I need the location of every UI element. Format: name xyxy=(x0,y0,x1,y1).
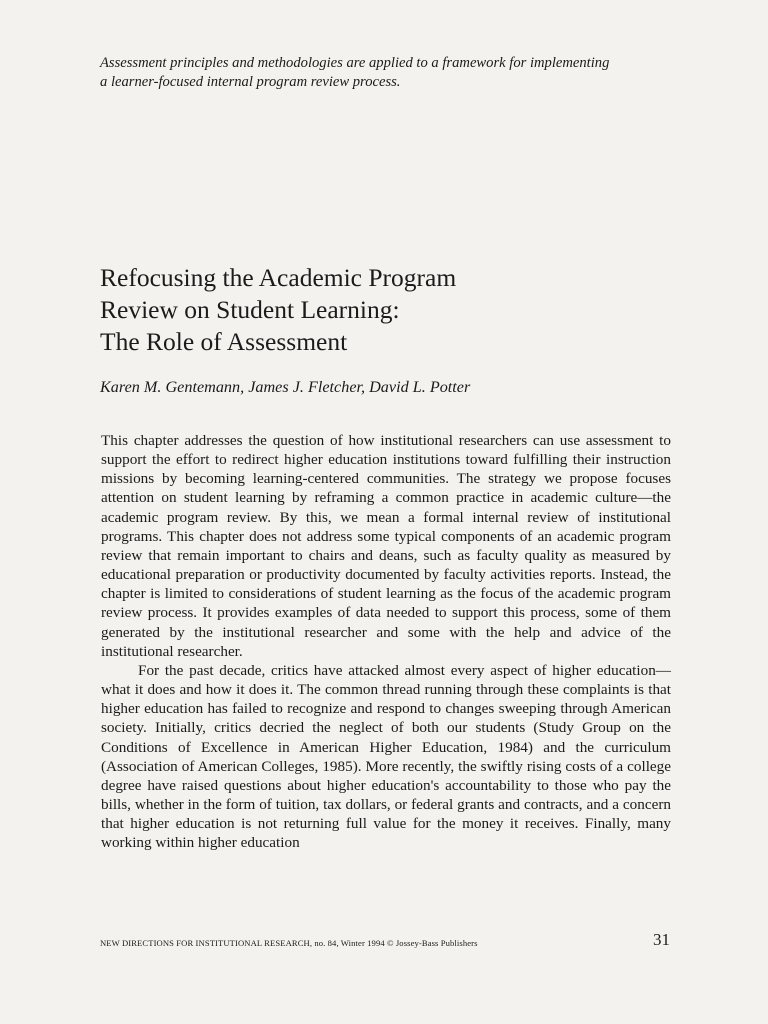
body-paragraph: For the past decade, critics have attacked almost every aspect of higher education—what it does and how it does it. The common thread running through these complaints is that higher education has failed to recognize and respond to changes sweeping through American society. Initially, critics decried the neglect of both our students (Study Group on the Conditions of Excellence in American Higher Education, 1984) and the curriculum (Association of American Colleges, 1985). More recently, the swiftly rising costs of a college degree have raised questions about higher education's accountability to those who pay the bills, whether in the form of tuition, tax dollars, or federal grants and contracts, and a concern that higher education is not returning full value for the money it receives. Finally, many working within higher education xyxy=(101,661,671,852)
footer-citation: NEW DIRECTIONS FOR INSTITUTIONAL RESEARCH, no. 84, Winter 1994 © Jossey-Bass Publishers xyxy=(100,938,478,948)
body-paragraph: This chapter addresses the question of how institutional researchers can use assessment to support the effort to redirect higher education institutions toward fulfilling their instruction missions by becoming learning-centered communities. The strategy we propose focuses attention on student learning by reframing a common practice in academic culture—the academic program review. By this, we mean a formal internal review of institutional programs. This chapter does not address some typical components of an academic program review that remain important to chairs and deans, such as faculty quality as measured by educational preparation or productivity documented by faculty activities reports. Instead, the chapter is limited to considerations of student learning as the focus of the academic program review process. It provides examples of data needed to support this process, some of them generated by the institutional researcher and some with the help and advice of the institutional researcher. xyxy=(101,432,671,660)
title-line: Refocusing the Academic Program xyxy=(100,263,457,292)
title-line: Review on Student Learning: xyxy=(100,295,400,324)
page-number: 31 xyxy=(653,930,670,949)
chapter-title xyxy=(100,262,660,358)
author-list: Karen M. Gentemann, James J. Fletcher, David L. Potter xyxy=(100,378,471,396)
chapter-abstract: Assessment principles and methodologies are applied to a framework for implementing a learner-focused internal program review process. xyxy=(100,55,610,90)
title-line: The Role of Assessment xyxy=(100,327,348,356)
chapter-body xyxy=(101,431,671,852)
